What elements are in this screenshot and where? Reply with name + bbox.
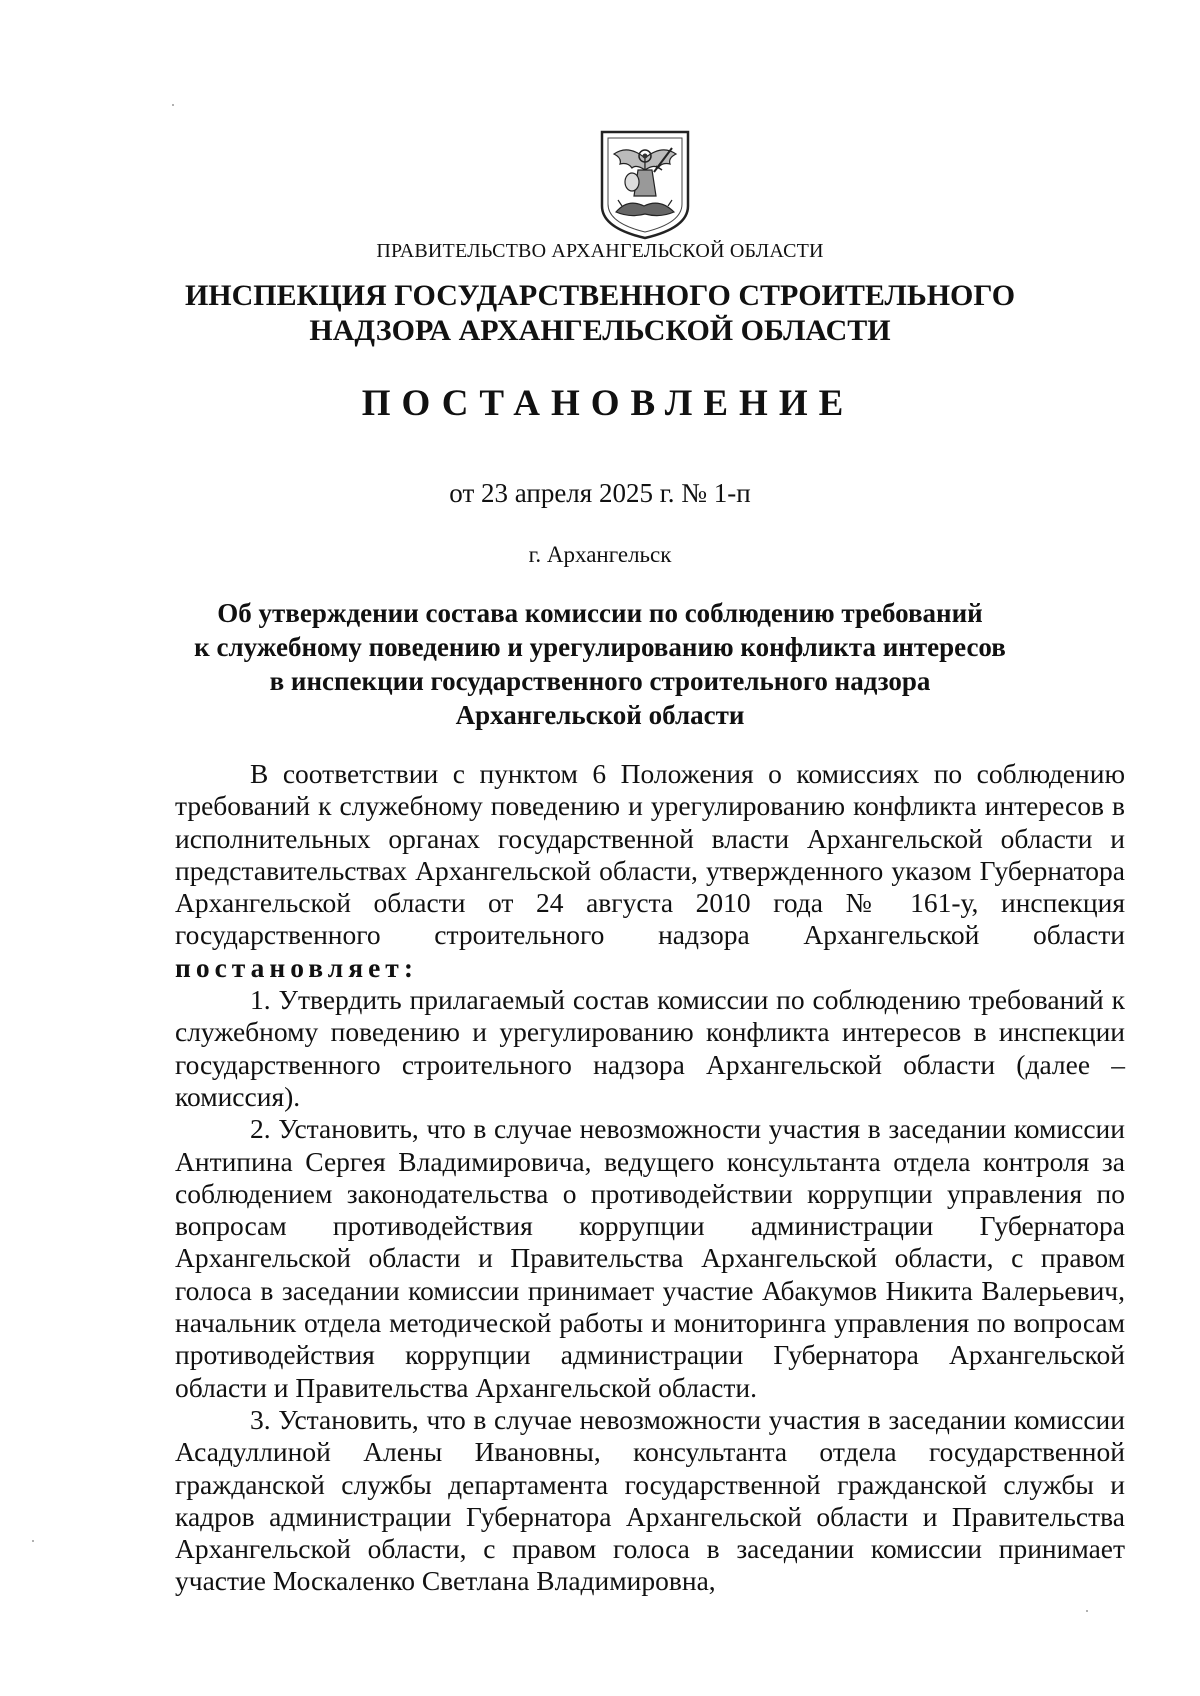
subject-line4: Архангельской области xyxy=(455,700,745,730)
subject-line3: в инспекции государственного строительного надзора xyxy=(269,666,931,696)
decree-word: постановляет: xyxy=(175,951,418,983)
organization-title xyxy=(0,278,1200,348)
organization-title-line1: ИНСПЕКЦИЯ ГОСУДАРСТВЕННОГО СТРОИТЕЛЬНОГО xyxy=(184,279,1016,312)
item-2-paragraph: 2. Установить, что в случае невозможности участия в заседании комиссии Антипина Сергея Владимировича, ведущего консультанта отдела контроля за соблюдением законодательства о противодействии коррупции управления по вопросам противодействия коррупции администрации Губернатора Архангельской области и Правительства Архангельской области, с правом голоса в заседании комиссии принимает участие Абакумов Никита Валерьевич, начальник отдела методической работы и мониторинга управления по вопросам противодействия коррупции администрации Губернатора Архангельской области и Правительства Архангельской области. xyxy=(175,1113,1125,1403)
preamble-paragraph xyxy=(175,758,1125,984)
scan-speck xyxy=(1086,1610,1088,1612)
document-type: ПОСТАНОВЛЕНИЕ xyxy=(361,383,855,424)
preamble-text: В соответствии с пунктом 6 Положения о комиссиях по соблюдению требований к служебному поведению и урегулированию конфликта интересов в исполнительных органах государственной власти Архангельской области и представительствах Архангельской области, утвержденного указом Губернатора Архангельской области от 24 августа 2010 года № 161-у, инспекция государственного строительного надзора Архангельской области xyxy=(175,758,1125,951)
subject-line1: Об утверждении состава комиссии по соблюдению требований xyxy=(217,598,983,628)
scan-speck xyxy=(172,104,174,106)
item-3-paragraph: 3. Установить, что в случае невозможности участия в заседании комиссии Асадуллиной Алены Ивановны, консультанта отдела государственной гражданской службы департамента государственной гражданской службы и кадров администрации Губернатора Архангельской области и Правительства Архангельской области, с правом голоса в заседании комиссии принимает участие Москаленко Светлана Владимировна, xyxy=(175,1403,1125,1597)
organization-title-line2: НАДЗОРА АРХАНГЕЛЬСКОЙ ОБЛАСТИ xyxy=(309,314,891,347)
government-name: ПРАВИТЕЛЬСТВО АРХАНГЕЛЬСКОЙ ОБЛАСТИ xyxy=(376,240,824,262)
document-body xyxy=(175,758,1125,1598)
document-subject xyxy=(0,596,1200,732)
scan-speck xyxy=(32,1540,34,1542)
subject-line2: к служебному поведению и урегулированию конфликта интересов xyxy=(194,632,1006,662)
document-date-number: от 23 апреля 2025 г. № 1-п xyxy=(449,478,751,508)
document-city: г. Архангельск xyxy=(528,542,672,567)
item-1-paragraph: 1. Утвердить прилагаемый состав комиссии по соблюдению требований к служебному поведению и урегулированию конфликта интересов в инспекции государственного строительного надзора Архангельской области (далее – комиссия). xyxy=(175,984,1125,1112)
coat-of-arms-icon xyxy=(598,128,692,242)
